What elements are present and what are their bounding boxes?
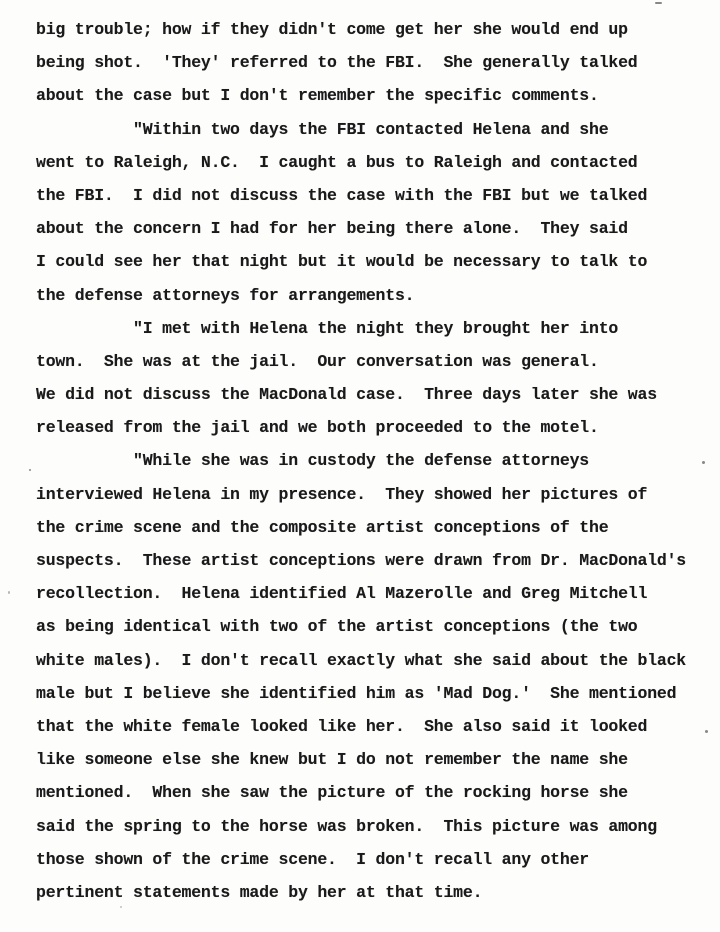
scan-artifact bbox=[705, 730, 708, 733]
document-text bbox=[36, 13, 720, 909]
text-line: interviewed Helena in my presence. They showed her pictures of bbox=[36, 484, 648, 504]
text-line: We did not discuss the MacDonald case. Three days later she was bbox=[36, 385, 657, 405]
scan-artifact bbox=[120, 906, 122, 908]
text-line: as being identical with two of the artist conceptions (the two bbox=[36, 617, 638, 637]
text-line: suspects. These artist conceptions were drawn from Dr. MacDonald's bbox=[36, 551, 687, 570]
text-line: the crime scene and the composite artist conceptions of the bbox=[36, 517, 609, 537]
text-line: about the case but I don't remember the specific comments. bbox=[36, 86, 599, 106]
text-line: white males). I don't recall exactly what she said about the black bbox=[36, 650, 687, 670]
text-line: recollection. Helena identified Al Mazerolle and Greg Mitchell bbox=[36, 584, 648, 604]
text-line: "While she was in custody the defense attorneys bbox=[36, 451, 589, 471]
scan-artifact bbox=[655, 2, 662, 4]
text-line: said the spring to the horse was broken. This picture was among bbox=[36, 816, 657, 836]
text-line: about the concern I had for her being there alone. They said bbox=[36, 219, 628, 239]
text-line: like someone else she knew but I do not remember the name she bbox=[36, 750, 628, 770]
text-line: mentioned. When she saw the picture of the rocking horse she bbox=[36, 783, 628, 803]
text-line: being shot. 'They' referred to the FBI. She generally talked bbox=[36, 53, 638, 73]
text-line: "Within two days the FBI contacted Helena and she bbox=[36, 119, 609, 139]
text-line: that the white female looked like her. She also said it looked bbox=[36, 716, 648, 736]
text-line: went to Raleigh, N.C. I caught a bus to Raleigh and contacted bbox=[36, 152, 638, 172]
text-line: released from the jail and we both proceeded to the motel. bbox=[36, 418, 599, 438]
text-line: "I met with Helena the night they brought her into bbox=[36, 318, 619, 338]
text-line: the FBI. I did not discuss the case with the FBI but we talked bbox=[36, 185, 648, 205]
scan-artifact bbox=[8, 591, 10, 594]
scan-artifact bbox=[29, 469, 31, 471]
text-line: those shown of the crime scene. I don't recall any other bbox=[36, 849, 589, 869]
text-line: town. She was at the jail. Our conversation was general. bbox=[36, 351, 599, 371]
text-line: I could see her that night but it would be necessary to talk to bbox=[36, 252, 648, 272]
text-line: male but I believe she identified him as 'Mad Dog.' She mentioned bbox=[36, 683, 677, 703]
text-line: the defense attorneys for arrangements. bbox=[36, 285, 415, 305]
text-line: big trouble; how if they didn't come get her she would end up bbox=[36, 20, 628, 39]
scan-artifact bbox=[702, 461, 705, 464]
text-line: pertinent statements made by her at that time. bbox=[36, 882, 483, 902]
